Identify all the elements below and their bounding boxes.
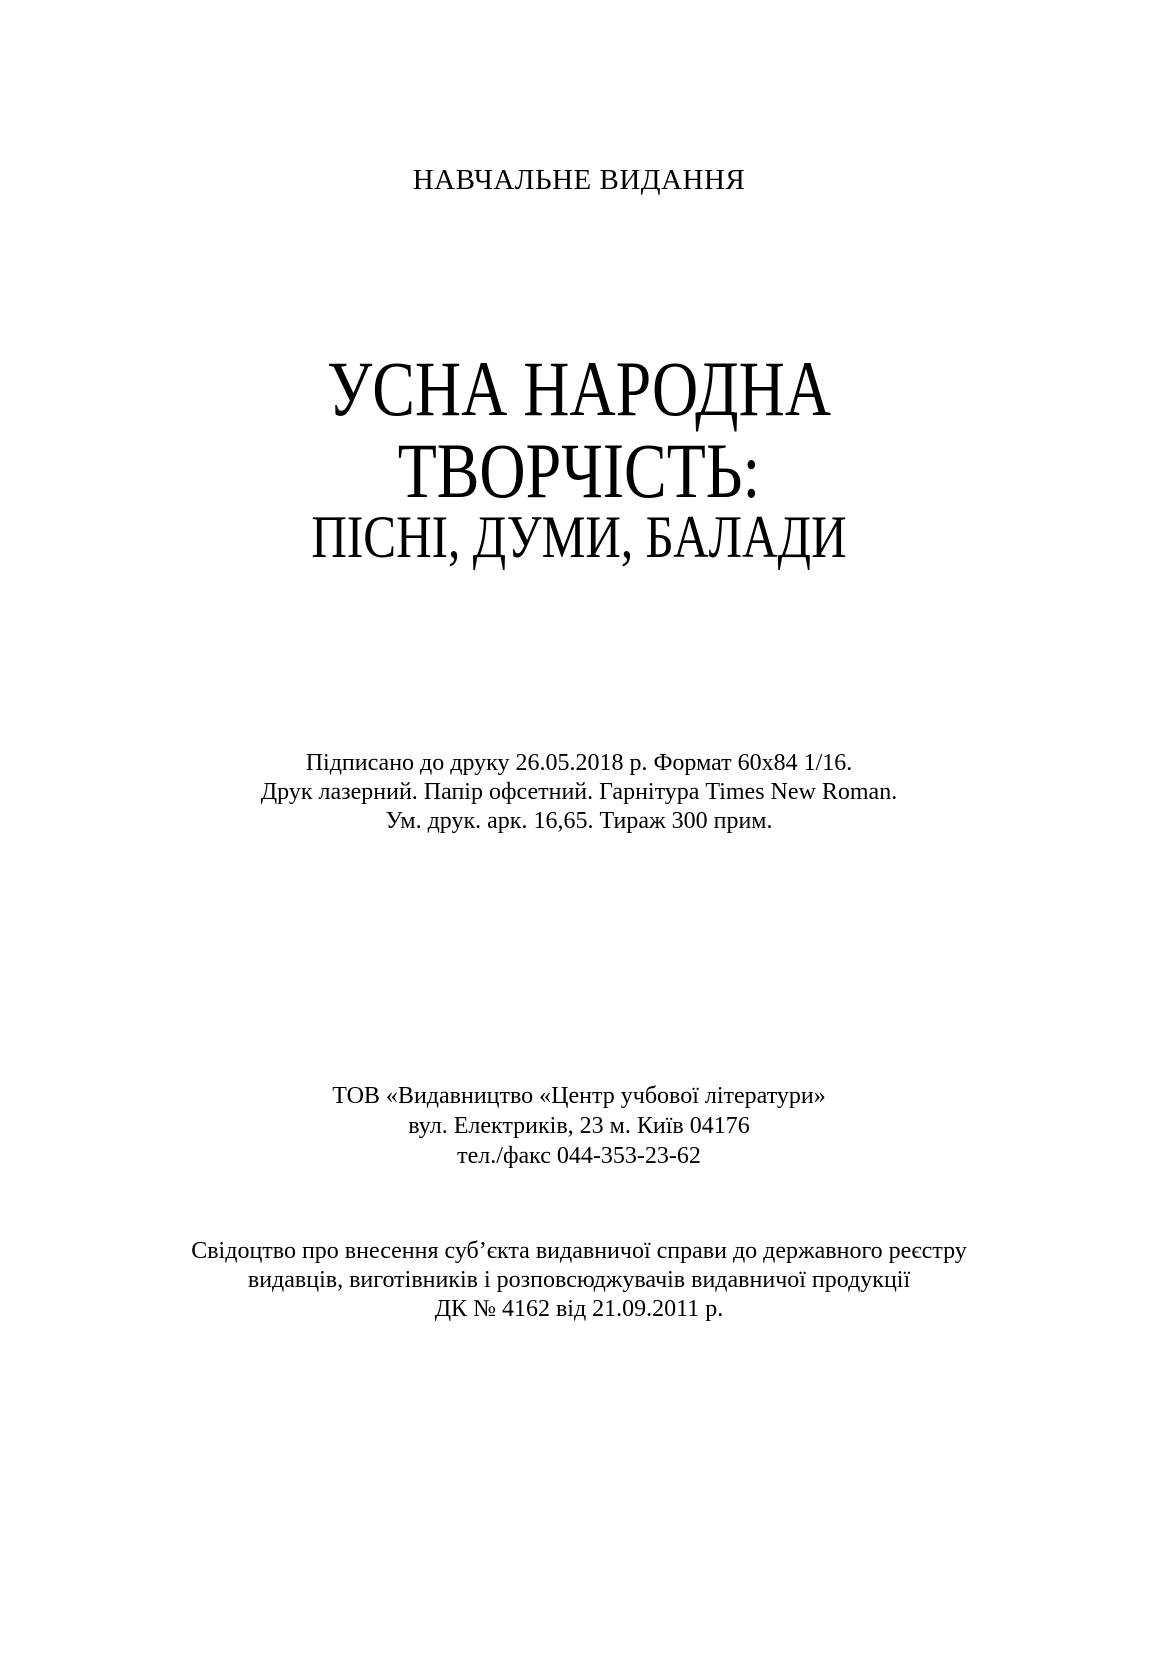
imprint-info: [0, 749, 1158, 836]
book-title-line-1: УСНА НАРОДНА: [326, 345, 832, 432]
imprint-line-1: Підписано до друку 26.05.2018 р. Формат 60х84 1/16.: [305, 750, 853, 776]
certificate-line-2: видавців, виготівників і розповсюджувачів видавничої продукції: [247, 1267, 911, 1293]
imprint-line-3: Ум. друк. арк. 16,65. Тираж 300 прим.: [385, 808, 773, 834]
publisher-name: ТОВ «Видавництво «Центр учбової літератури»: [332, 1083, 826, 1109]
registration-certificate: [0, 1237, 1158, 1324]
imprint-line-2: Друк лазерний. Папір офсетний. Гарнітура Times New Roman.: [260, 779, 898, 805]
book-subtitle-text: ПІСНІ, ДУМИ, БАЛАДИ: [311, 504, 847, 570]
edition-type: [0, 160, 1158, 200]
book-title-line-2: ТВОРЧІСТЬ:: [397, 427, 761, 514]
certificate-line-1: Свідоцтво про внесення суб’єкта видавничої справи до державного реєстру: [191, 1238, 967, 1264]
edition-type-text: НАВЧАЛЬНЕ ВИДАННЯ: [412, 164, 746, 196]
book-subtitle: [104, 504, 1054, 570]
publisher-phone: тел./факс 044-353-23-62: [457, 1143, 701, 1169]
publisher-address: вул. Електриків, 23 м. Київ 04176: [408, 1113, 750, 1139]
publisher-info: [0, 1081, 1158, 1171]
book-title: [104, 345, 1054, 514]
certificate-line-3: ДК № 4162 від 21.09.2011 р.: [434, 1296, 724, 1322]
